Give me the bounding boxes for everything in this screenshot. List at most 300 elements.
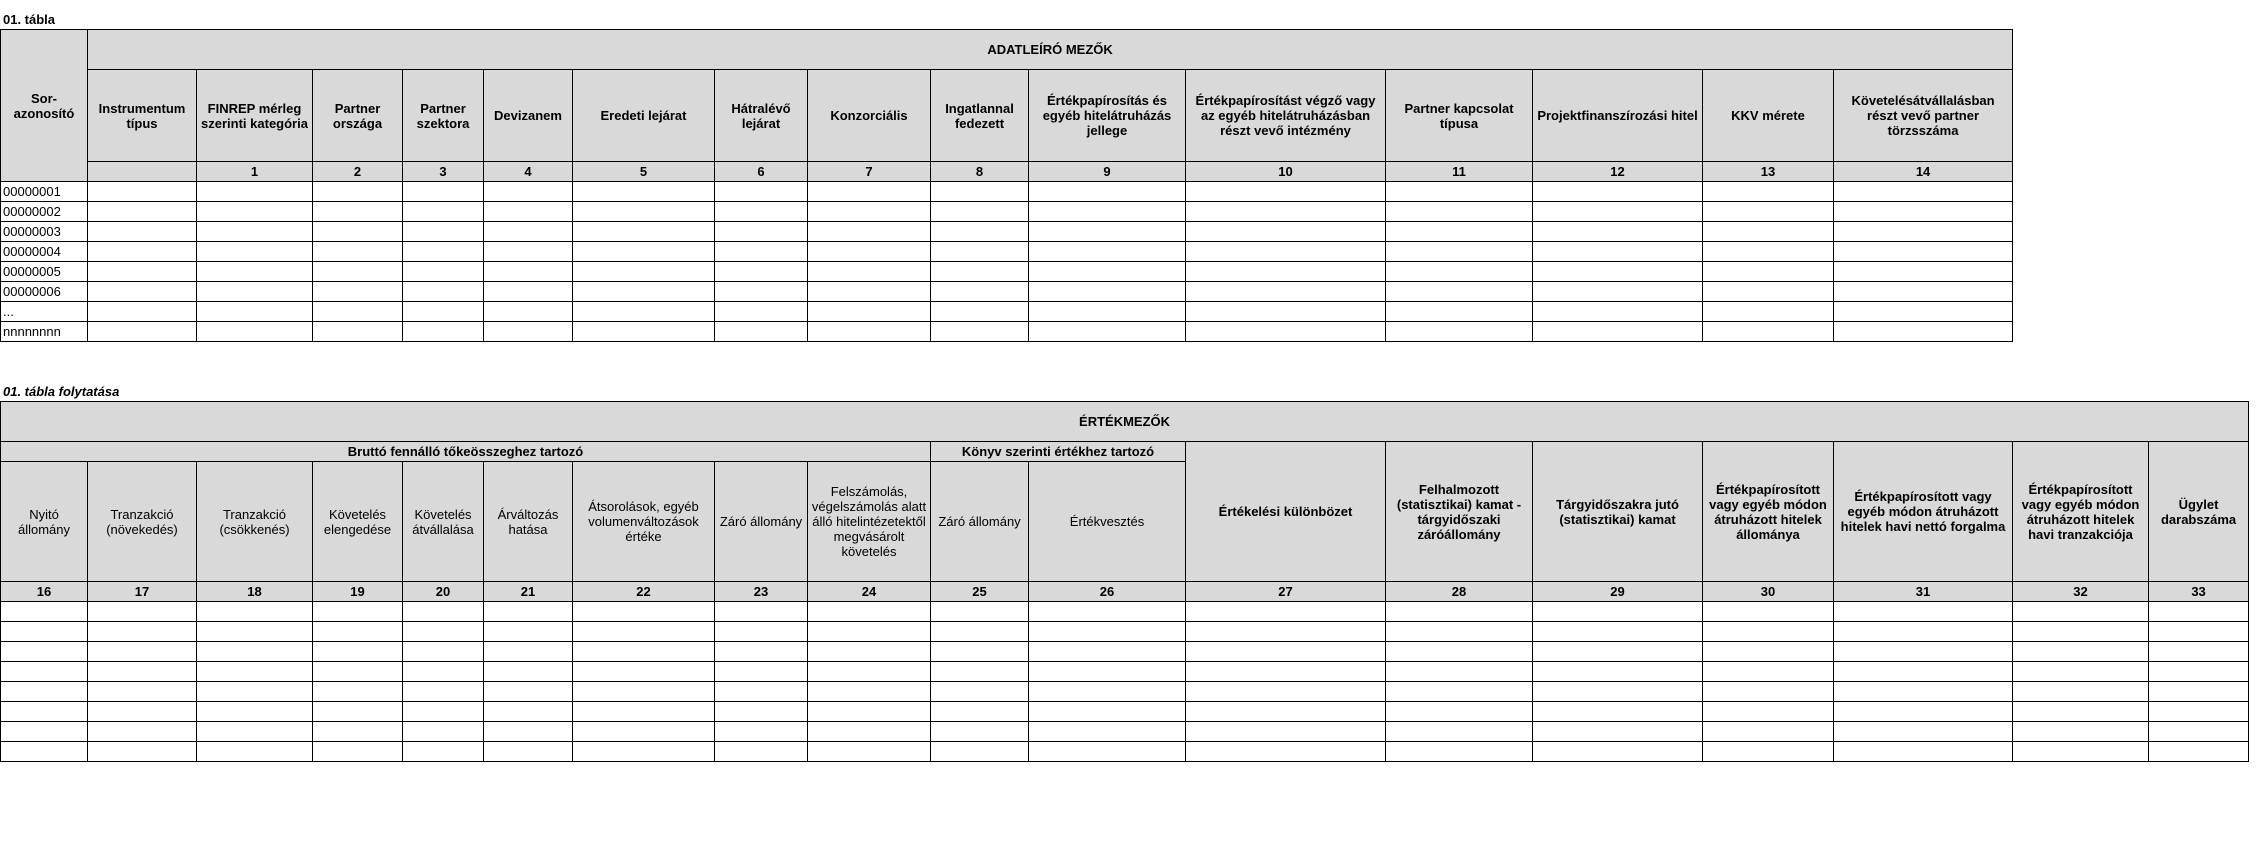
data-cell[interactable] bbox=[1029, 722, 1186, 742]
data-cell[interactable] bbox=[2149, 742, 2249, 762]
data-cell[interactable] bbox=[573, 182, 715, 202]
data-cell[interactable] bbox=[88, 742, 197, 762]
data-cell[interactable] bbox=[1186, 722, 1386, 742]
data-cell[interactable] bbox=[1703, 682, 1834, 702]
data-cell[interactable] bbox=[1, 622, 88, 642]
data-cell[interactable] bbox=[715, 602, 808, 622]
data-cell[interactable] bbox=[1834, 282, 2013, 302]
data-cell[interactable] bbox=[715, 302, 808, 322]
data-cell[interactable] bbox=[1029, 662, 1186, 682]
data-cell[interactable] bbox=[808, 242, 931, 262]
data-cell[interactable] bbox=[931, 182, 1029, 202]
data-cell[interactable] bbox=[1, 682, 88, 702]
data-cell[interactable] bbox=[197, 662, 313, 682]
data-cell[interactable] bbox=[931, 702, 1029, 722]
data-cell[interactable] bbox=[88, 262, 197, 282]
col-header-16: Nyitó állomány bbox=[1, 462, 88, 582]
data-cell[interactable] bbox=[1386, 662, 1533, 682]
data-cell[interactable] bbox=[573, 302, 715, 322]
data-cell[interactable] bbox=[403, 722, 484, 742]
data-cell[interactable] bbox=[1, 722, 88, 742]
col-header-23: Záró állomány bbox=[715, 462, 808, 582]
adatleiro-group-header: ADATLEÍRÓ MEZŐK bbox=[88, 30, 2013, 70]
col-header-21: Árváltozás hatása bbox=[484, 462, 573, 582]
data-cell[interactable] bbox=[1029, 322, 1186, 342]
data-cell[interactable] bbox=[1029, 302, 1186, 322]
data-cell[interactable] bbox=[931, 682, 1029, 702]
data-cell[interactable] bbox=[931, 322, 1029, 342]
data-cell[interactable] bbox=[715, 282, 808, 302]
data-cell[interactable] bbox=[2013, 702, 2149, 722]
data-cell[interactable] bbox=[1533, 622, 1703, 642]
col-number-19: 19 bbox=[313, 582, 403, 602]
data-cell[interactable] bbox=[573, 662, 715, 682]
data-cell[interactable] bbox=[1029, 222, 1186, 242]
data-cell[interactable] bbox=[313, 722, 403, 742]
data-cell[interactable] bbox=[573, 622, 715, 642]
data-cell[interactable] bbox=[931, 262, 1029, 282]
data-cell[interactable] bbox=[403, 742, 484, 762]
data-cell[interactable] bbox=[1186, 182, 1386, 202]
data-cell[interactable] bbox=[197, 622, 313, 642]
data-cell[interactable] bbox=[197, 182, 313, 202]
data-cell[interactable] bbox=[197, 742, 313, 762]
col-header-17: Tranzakció (növekedés) bbox=[88, 462, 197, 582]
data-cell[interactable] bbox=[1186, 282, 1386, 302]
col-header-22: Átsorolások, egyéb volumenváltozások értéke bbox=[573, 462, 715, 582]
data-cell[interactable] bbox=[573, 222, 715, 242]
data-cell[interactable] bbox=[573, 262, 715, 282]
data-cell[interactable] bbox=[313, 182, 403, 202]
data-cell[interactable] bbox=[1186, 262, 1386, 282]
data-cell[interactable] bbox=[1386, 722, 1533, 742]
data-cell[interactable] bbox=[88, 182, 197, 202]
data-cell[interactable] bbox=[1533, 722, 1703, 742]
data-cell[interactable] bbox=[931, 282, 1029, 302]
data-cell[interactable] bbox=[1703, 282, 1834, 302]
data-cell[interactable] bbox=[403, 202, 484, 222]
subgroup-konyv: Könyv szerinti értékhez tartozó bbox=[931, 442, 1186, 462]
data-cell[interactable] bbox=[808, 622, 931, 642]
data-cell[interactable] bbox=[1834, 742, 2013, 762]
data-cell[interactable] bbox=[573, 602, 715, 622]
data-cell[interactable] bbox=[1834, 722, 2013, 742]
data-cell[interactable] bbox=[484, 182, 573, 202]
data-cell[interactable] bbox=[484, 742, 573, 762]
data-cell[interactable] bbox=[1703, 602, 1834, 622]
data-cell[interactable] bbox=[573, 322, 715, 342]
data-cell[interactable] bbox=[1533, 302, 1703, 322]
data-cell[interactable] bbox=[1533, 222, 1703, 242]
data-cell[interactable] bbox=[313, 302, 403, 322]
data-cell[interactable] bbox=[931, 662, 1029, 682]
data-cell[interactable] bbox=[197, 702, 313, 722]
data-cell[interactable] bbox=[573, 242, 715, 262]
data-cell[interactable] bbox=[403, 682, 484, 702]
row-id-cell: nnnnnnnn bbox=[1, 322, 88, 342]
data-cell[interactable] bbox=[403, 702, 484, 722]
data-cell[interactable] bbox=[1029, 242, 1186, 262]
data-cell[interactable] bbox=[484, 642, 573, 662]
data-cell[interactable] bbox=[484, 322, 573, 342]
data-cell[interactable] bbox=[931, 302, 1029, 322]
data-cell[interactable] bbox=[484, 622, 573, 642]
data-cell[interactable] bbox=[1834, 242, 2013, 262]
data-cell[interactable] bbox=[403, 322, 484, 342]
data-cell[interactable] bbox=[197, 242, 313, 262]
table-row bbox=[1, 702, 2249, 722]
data-cell[interactable] bbox=[1703, 722, 1834, 742]
data-cell[interactable] bbox=[313, 622, 403, 642]
data-cell[interactable] bbox=[1186, 702, 1386, 722]
data-cell[interactable] bbox=[2013, 602, 2149, 622]
data-cell[interactable] bbox=[2149, 702, 2249, 722]
data-cell[interactable] bbox=[1834, 642, 2013, 662]
data-cell[interactable] bbox=[808, 302, 931, 322]
data-cell[interactable] bbox=[313, 242, 403, 262]
table-row bbox=[1, 282, 2013, 302]
data-cell[interactable] bbox=[88, 242, 197, 262]
data-cell[interactable] bbox=[1386, 602, 1533, 622]
data-cell[interactable] bbox=[1386, 682, 1533, 702]
data-cell[interactable] bbox=[88, 602, 197, 622]
row-id-cell: 00000002 bbox=[1, 202, 88, 222]
data-cell[interactable] bbox=[1386, 302, 1533, 322]
data-cell[interactable] bbox=[313, 222, 403, 242]
data-cell[interactable] bbox=[484, 662, 573, 682]
table2 bbox=[0, 401, 2249, 762]
data-cell[interactable] bbox=[313, 262, 403, 282]
data-cell[interactable] bbox=[1834, 662, 2013, 682]
data-cell[interactable] bbox=[573, 282, 715, 302]
data-cell[interactable] bbox=[1703, 302, 1834, 322]
data-cell[interactable] bbox=[1029, 682, 1186, 702]
data-cell[interactable] bbox=[2149, 662, 2249, 682]
data-cell[interactable] bbox=[1834, 702, 2013, 722]
row-id-header: Sor- azonosító bbox=[1, 30, 88, 182]
data-cell[interactable] bbox=[808, 262, 931, 282]
data-cell[interactable] bbox=[1029, 602, 1186, 622]
data-cell[interactable] bbox=[2149, 682, 2249, 702]
data-cell[interactable] bbox=[1186, 302, 1386, 322]
table-row bbox=[1, 622, 2249, 642]
data-cell[interactable] bbox=[1, 702, 88, 722]
data-cell[interactable] bbox=[1029, 642, 1186, 662]
data-cell[interactable] bbox=[715, 262, 808, 282]
data-cell[interactable] bbox=[573, 202, 715, 222]
data-cell[interactable] bbox=[484, 202, 573, 222]
data-cell[interactable] bbox=[573, 682, 715, 702]
col-number-26: 26 bbox=[1029, 582, 1186, 602]
data-cell[interactable] bbox=[808, 722, 931, 742]
data-cell[interactable] bbox=[1029, 202, 1186, 222]
data-cell[interactable] bbox=[1386, 262, 1533, 282]
data-cell[interactable] bbox=[313, 322, 403, 342]
data-cell[interactable] bbox=[2149, 642, 2249, 662]
data-cell[interactable] bbox=[1533, 242, 1703, 262]
data-cell[interactable] bbox=[1, 642, 88, 662]
data-cell[interactable] bbox=[313, 602, 403, 622]
col-header-14: KKV mérete bbox=[1703, 70, 1834, 162]
data-cell[interactable] bbox=[88, 702, 197, 722]
data-cell[interactable] bbox=[808, 642, 931, 662]
data-cell[interactable] bbox=[573, 642, 715, 662]
data-cell[interactable] bbox=[1029, 282, 1186, 302]
data-cell[interactable] bbox=[313, 282, 403, 302]
data-cell[interactable] bbox=[1, 662, 88, 682]
data-cell[interactable] bbox=[1703, 222, 1834, 242]
data-cell[interactable] bbox=[573, 702, 715, 722]
col-header-13: Projektfinanszírozási hitel bbox=[1533, 70, 1703, 162]
data-cell[interactable] bbox=[931, 622, 1029, 642]
data-cell[interactable] bbox=[1703, 662, 1834, 682]
data-cell[interactable] bbox=[1186, 642, 1386, 662]
data-cell[interactable] bbox=[88, 302, 197, 322]
data-cell[interactable] bbox=[1533, 322, 1703, 342]
col-number-2: 2 bbox=[313, 162, 403, 182]
data-cell[interactable] bbox=[88, 322, 197, 342]
data-cell[interactable] bbox=[1533, 602, 1703, 622]
data-cell[interactable] bbox=[1186, 242, 1386, 262]
data-cell[interactable] bbox=[715, 742, 808, 762]
data-cell[interactable] bbox=[808, 202, 931, 222]
data-cell[interactable] bbox=[808, 282, 931, 302]
data-cell[interactable] bbox=[1834, 262, 2013, 282]
num-cell-blank bbox=[88, 162, 197, 182]
data-cell[interactable] bbox=[1186, 222, 1386, 242]
data-cell[interactable] bbox=[808, 222, 931, 242]
data-cell[interactable] bbox=[1703, 202, 1834, 222]
data-cell[interactable] bbox=[484, 242, 573, 262]
data-cell[interactable] bbox=[1029, 182, 1186, 202]
data-cell[interactable] bbox=[1186, 602, 1386, 622]
data-cell[interactable] bbox=[1834, 682, 2013, 702]
data-cell[interactable] bbox=[1386, 622, 1533, 642]
data-cell[interactable] bbox=[1, 602, 88, 622]
data-cell[interactable] bbox=[1186, 322, 1386, 342]
data-cell[interactable] bbox=[484, 282, 573, 302]
data-cell[interactable] bbox=[2013, 642, 2149, 662]
data-cell[interactable] bbox=[403, 282, 484, 302]
col-header-32: Értékpapírosított vagy egyéb módon átruházott hitelek havi tranzakciója bbox=[2013, 442, 2149, 582]
data-cell[interactable] bbox=[1386, 282, 1533, 302]
data-cell[interactable] bbox=[484, 722, 573, 742]
data-cell[interactable] bbox=[313, 682, 403, 702]
data-cell[interactable] bbox=[403, 242, 484, 262]
data-cell[interactable] bbox=[715, 682, 808, 702]
data-cell[interactable] bbox=[1029, 742, 1186, 762]
data-cell[interactable] bbox=[403, 182, 484, 202]
data-cell[interactable] bbox=[808, 742, 931, 762]
data-cell[interactable] bbox=[88, 662, 197, 682]
data-cell[interactable] bbox=[1703, 182, 1834, 202]
data-cell[interactable] bbox=[573, 722, 715, 742]
data-cell[interactable] bbox=[808, 322, 931, 342]
data-cell[interactable] bbox=[313, 742, 403, 762]
data-cell[interactable] bbox=[1834, 622, 2013, 642]
data-cell[interactable] bbox=[197, 262, 313, 282]
data-cell[interactable] bbox=[808, 182, 931, 202]
table-row bbox=[1, 602, 2249, 622]
data-cell[interactable] bbox=[88, 222, 197, 242]
data-cell[interactable] bbox=[931, 742, 1029, 762]
data-cell[interactable] bbox=[313, 662, 403, 682]
data-cell[interactable] bbox=[1533, 182, 1703, 202]
data-cell[interactable] bbox=[1703, 642, 1834, 662]
data-cell[interactable] bbox=[484, 262, 573, 282]
data-cell[interactable] bbox=[484, 702, 573, 722]
data-cell[interactable] bbox=[1386, 242, 1533, 262]
data-cell[interactable] bbox=[1186, 742, 1386, 762]
data-cell[interactable] bbox=[1834, 322, 2013, 342]
data-cell[interactable] bbox=[403, 602, 484, 622]
data-cell[interactable] bbox=[715, 202, 808, 222]
data-cell[interactable] bbox=[1533, 702, 1703, 722]
row-id-cell: 00000005 bbox=[1, 262, 88, 282]
data-cell[interactable] bbox=[403, 662, 484, 682]
data-cell[interactable] bbox=[1533, 662, 1703, 682]
data-cell[interactable] bbox=[715, 242, 808, 262]
data-cell[interactable] bbox=[313, 202, 403, 222]
data-cell[interactable] bbox=[2149, 622, 2249, 642]
data-cell[interactable] bbox=[715, 182, 808, 202]
data-cell[interactable] bbox=[931, 722, 1029, 742]
data-cell[interactable] bbox=[88, 642, 197, 662]
data-cell[interactable] bbox=[715, 622, 808, 642]
data-cell[interactable] bbox=[1186, 682, 1386, 702]
data-cell[interactable] bbox=[1703, 262, 1834, 282]
data-cell[interactable] bbox=[197, 682, 313, 702]
col-header-1: Instrumentum típus bbox=[88, 70, 197, 162]
data-cell[interactable] bbox=[197, 722, 313, 742]
data-cell[interactable] bbox=[197, 602, 313, 622]
data-cell[interactable] bbox=[88, 722, 197, 742]
data-cell[interactable] bbox=[1834, 222, 2013, 242]
data-cell[interactable] bbox=[403, 262, 484, 282]
data-cell[interactable] bbox=[931, 642, 1029, 662]
data-cell[interactable] bbox=[931, 242, 1029, 262]
data-cell[interactable] bbox=[1186, 622, 1386, 642]
data-cell[interactable] bbox=[1533, 202, 1703, 222]
data-cell[interactable] bbox=[197, 222, 313, 242]
col-header-9: Ingatlannal fedezett bbox=[931, 70, 1029, 162]
data-cell[interactable] bbox=[88, 282, 197, 302]
data-cell[interactable] bbox=[2149, 722, 2249, 742]
col-header-31: Értékpapírosított vagy egyéb módon átruházott hitelek havi nettó forgalma bbox=[1834, 442, 2013, 582]
data-cell[interactable] bbox=[88, 682, 197, 702]
data-cell[interactable] bbox=[1386, 322, 1533, 342]
data-cell[interactable] bbox=[808, 702, 931, 722]
data-cell[interactable] bbox=[1386, 642, 1533, 662]
data-cell[interactable] bbox=[1186, 202, 1386, 222]
data-cell[interactable] bbox=[197, 302, 313, 322]
data-cell[interactable] bbox=[197, 642, 313, 662]
data-cell[interactable] bbox=[1533, 642, 1703, 662]
data-cell[interactable] bbox=[484, 602, 573, 622]
data-cell[interactable] bbox=[715, 722, 808, 742]
data-cell[interactable] bbox=[1, 742, 88, 762]
data-cell[interactable] bbox=[1386, 742, 1533, 762]
data-cell[interactable] bbox=[715, 702, 808, 722]
data-cell[interactable] bbox=[808, 662, 931, 682]
data-cell[interactable] bbox=[715, 662, 808, 682]
col-header-28: Felhalmozott (statisztikai) kamat - tárgyidőszaki záróállomány bbox=[1386, 442, 1533, 582]
data-cell[interactable] bbox=[1533, 262, 1703, 282]
col-number-12: 12 bbox=[1533, 162, 1703, 182]
data-cell[interactable] bbox=[197, 322, 313, 342]
data-cell[interactable] bbox=[197, 282, 313, 302]
col-header-27: Értékelési különbözet bbox=[1186, 442, 1386, 582]
data-cell[interactable] bbox=[1834, 602, 2013, 622]
col-number-21: 21 bbox=[484, 582, 573, 602]
row-id-cell: ... bbox=[1, 302, 88, 322]
data-cell[interactable] bbox=[1533, 282, 1703, 302]
data-cell[interactable] bbox=[573, 742, 715, 762]
data-cell[interactable] bbox=[1029, 702, 1186, 722]
data-cell[interactable] bbox=[808, 602, 931, 622]
col-header-20: Követelés átvállalása bbox=[403, 462, 484, 582]
data-cell[interactable] bbox=[1386, 182, 1533, 202]
data-cell[interactable] bbox=[1703, 742, 1834, 762]
data-cell[interactable] bbox=[313, 702, 403, 722]
data-cell[interactable] bbox=[1703, 322, 1834, 342]
data-cell[interactable] bbox=[1186, 662, 1386, 682]
data-cell[interactable] bbox=[2013, 722, 2149, 742]
data-cell[interactable] bbox=[1834, 302, 2013, 322]
data-cell[interactable] bbox=[808, 682, 931, 702]
data-cell[interactable] bbox=[1386, 202, 1533, 222]
data-cell[interactable] bbox=[484, 302, 573, 322]
data-cell[interactable] bbox=[715, 222, 808, 242]
data-cell[interactable] bbox=[1386, 222, 1533, 242]
table-row bbox=[1, 222, 2013, 242]
data-cell[interactable] bbox=[313, 642, 403, 662]
table2-title: 01. tábla folytatása bbox=[3, 384, 120, 399]
data-cell[interactable] bbox=[1703, 622, 1834, 642]
data-cell[interactable] bbox=[2013, 662, 2149, 682]
data-cell[interactable] bbox=[715, 322, 808, 342]
col-header-8: Konzorciális bbox=[808, 70, 931, 162]
data-cell[interactable] bbox=[2149, 602, 2249, 622]
data-cell[interactable] bbox=[403, 222, 484, 242]
data-cell[interactable] bbox=[197, 202, 313, 222]
data-cell[interactable] bbox=[931, 202, 1029, 222]
data-cell[interactable] bbox=[931, 602, 1029, 622]
data-cell[interactable] bbox=[1386, 702, 1533, 722]
data-cell[interactable] bbox=[1029, 262, 1186, 282]
data-cell[interactable] bbox=[1029, 622, 1186, 642]
data-cell[interactable] bbox=[1834, 182, 2013, 202]
data-cell[interactable] bbox=[1703, 242, 1834, 262]
col-number-10: 10 bbox=[1186, 162, 1386, 182]
data-cell[interactable] bbox=[1834, 202, 2013, 222]
data-cell[interactable] bbox=[1533, 682, 1703, 702]
data-cell[interactable] bbox=[403, 642, 484, 662]
data-cell[interactable] bbox=[2013, 682, 2149, 702]
data-cell[interactable] bbox=[88, 622, 197, 642]
data-cell[interactable] bbox=[403, 622, 484, 642]
data-cell[interactable] bbox=[931, 222, 1029, 242]
data-cell[interactable] bbox=[2013, 622, 2149, 642]
data-cell[interactable] bbox=[484, 682, 573, 702]
data-cell[interactable] bbox=[715, 642, 808, 662]
data-cell[interactable] bbox=[1703, 702, 1834, 722]
data-cell[interactable] bbox=[88, 202, 197, 222]
data-cell[interactable] bbox=[403, 302, 484, 322]
data-cell[interactable] bbox=[2013, 742, 2149, 762]
data-cell[interactable] bbox=[1533, 742, 1703, 762]
data-cell[interactable] bbox=[484, 222, 573, 242]
